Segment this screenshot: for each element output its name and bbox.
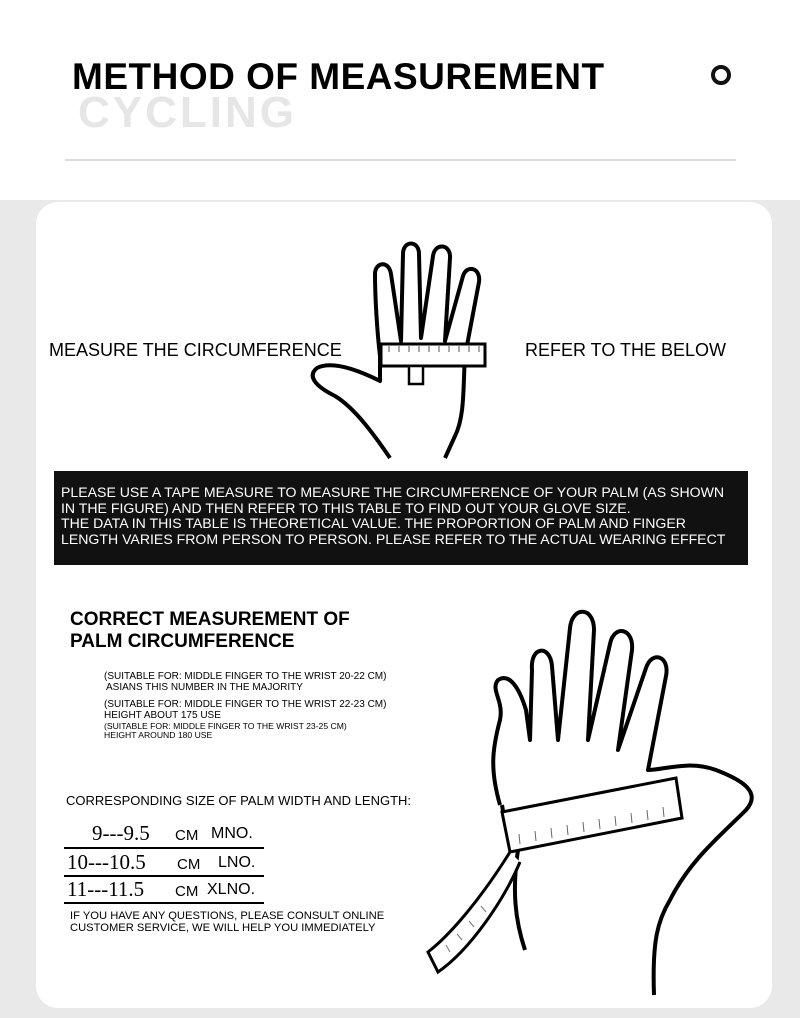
notice-line: LENGTH VARIES FROM PERSON TO PERSON. PLEASE REFER TO THE ACTUAL WEARING EFFECT — [61, 531, 726, 548]
divider — [64, 902, 264, 904]
size-row — [64, 820, 264, 846]
section-title — [70, 609, 350, 653]
footnote-line: IF YOU HAVE ANY QUESTIONS, PLEASE CONSULT ONLINE — [70, 910, 385, 922]
footnote — [70, 910, 384, 934]
size-row — [64, 849, 264, 875]
measure-label: MEASURE THE CIRCUMFERENCE — [49, 340, 342, 360]
watermark-text: CYCLING — [78, 88, 297, 137]
circle-icon — [711, 65, 731, 85]
footnote-line: CUSTOMER SERVICE, WE WILL HELP YOU IMMEDIATELY — [70, 922, 376, 934]
size-note: (SUITABLE FOR: MIDDLE FINGER TO THE WRIST 23-25 CM) — [104, 721, 347, 731]
section-title-line: PALM CIRCUMFERENCE — [70, 631, 295, 652]
palm-tape-illustration — [420, 600, 780, 1000]
size-unit: CM — [177, 856, 201, 873]
size-value: XLNO. — [207, 881, 256, 898]
refer-label: REFER TO THE BELOW — [525, 340, 727, 360]
notice-line: PLEASE USE A TAPE MEASURE TO MEASURE THE CIRCUMFERENCE OF YOUR PALM (AS SHOWN — [61, 484, 725, 500]
divider — [65, 159, 736, 161]
header — [0, 0, 800, 200]
size-heading: CORRESPONDING SIZE OF PALM WIDTH AND LENGTH: — [66, 793, 412, 808]
section-title-line: CORRECT MEASUREMENT OF — [70, 609, 350, 630]
size-note: (SUITABLE FOR: MIDDLE FINGER TO THE WRIST 22-23 CM) — [104, 699, 387, 710]
notice-box — [54, 471, 748, 565]
size-range: 9---9.5 — [92, 821, 150, 845]
size-unit: CM — [175, 827, 199, 844]
size-unit: CM — [175, 883, 199, 900]
size-row — [64, 876, 264, 902]
size-note: (SUITABLE FOR: MIDDLE FINGER TO THE WRIST 20-22 CM) — [104, 671, 387, 682]
size-range: 11---11.5 — [67, 877, 145, 901]
notice-line: THE DATA IN THIS TABLE IS THEORETICAL VALUE. THE PROPORTION OF PALM AND FINGER — [61, 515, 686, 532]
size-note: HEIGHT ABOUT 175 USE — [104, 710, 221, 721]
size-note: HEIGHT AROUND 180 USE — [104, 730, 213, 740]
size-value: LNO. — [218, 854, 256, 871]
size-note: ASIANS THIS NUMBER IN THE MAJORITY — [106, 682, 303, 693]
notice-line: IN THE FIGURE) AND THEN REFER TO THIS TABLE TO FIND OUT YOUR GLOVE SIZE. — [61, 499, 631, 516]
size-value: MNO. — [211, 825, 253, 842]
page-title: METHOD OF MEASUREMENT — [72, 56, 605, 97]
size-range: 10---10.5 — [67, 850, 146, 874]
